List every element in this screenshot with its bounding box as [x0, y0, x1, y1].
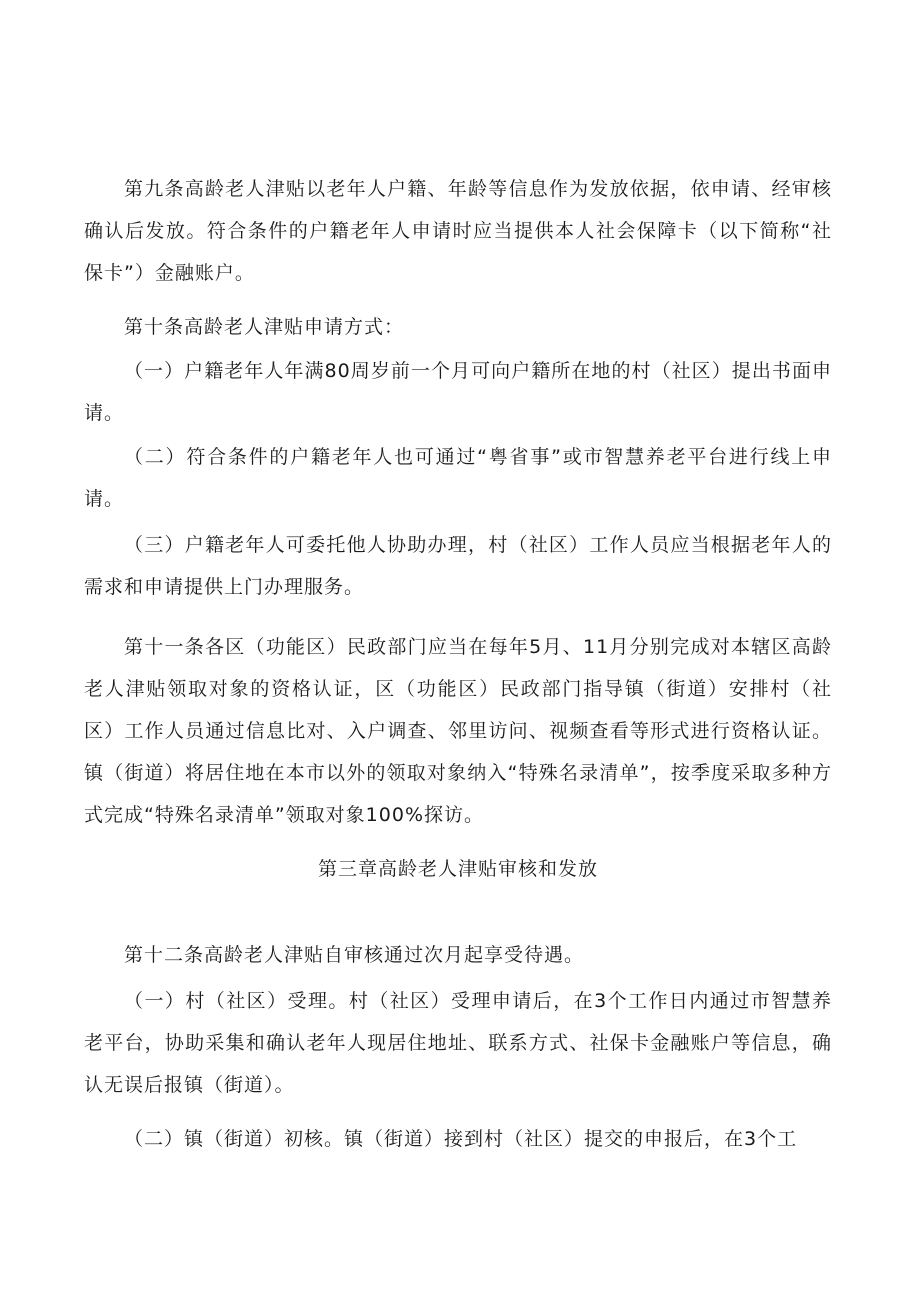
article-10-paragraph: 第十条高龄老人津贴申请方式： [124, 316, 405, 338]
article-12-item-1: （一）村（社区）受理。村（社区）受理申请后，在3个工作日内通过市智慧养老平台，协助采集和确认老年人现居住地址、联系方式、社保卡金融账户等信息，确认无误后报镇（街道）。 [84, 990, 832, 1096]
chapter-3-heading: 第三章高龄老人津贴审核和发放 [317, 858, 598, 880]
article-12-paragraph: 第十二条高龄老人津贴自审核通过次月起享受待遇。 [124, 944, 585, 966]
article-9-paragraph: 第九条高龄老人津贴以老年人户籍、年龄等信息作为发放依据，依申请、经审核确认后发放。符合条件的户籍老年人申请时应当提供本人社会保障卡（以下简称“社保卡”）金融账户。 [84, 178, 832, 284]
article-12-item-2: （二）镇（街道）初核。镇（街道）接到村（社区）提交的申报后，在3个工 [124, 1128, 798, 1150]
article-11-paragraph: 第十一条各区（功能区）民政部门应当在每年5月、11月分别完成对本辖区高龄老人津贴领取对象的资格认证，区（功能区）民政部门指导镇（街道）安排村（社区）工作人员通过信息比对、入户调查、邻里访问、视频查看等形式进行资格认证。镇（街道）将居住地在本市以外的领取对象纳入“特殊名录清单”，按季度采取多种方式完成“特殊名录清单”领取对象100%探访。 [84, 636, 832, 826]
article-10-item-3: （三）户籍老年人可委托他人协助办理，村（社区）工作人员应当根据老年人的需求和申请提供上门办理服务。 [84, 534, 832, 598]
article-10-item-1: （一）户籍老年人年满80周岁前一个月可向户籍所在地的村（社区）提出书面申请。 [84, 360, 832, 424]
article-10-item-2: （二）符合条件的户籍老年人也可通过“粤省事”或市智慧养老平台进行线上申请。 [84, 446, 832, 510]
